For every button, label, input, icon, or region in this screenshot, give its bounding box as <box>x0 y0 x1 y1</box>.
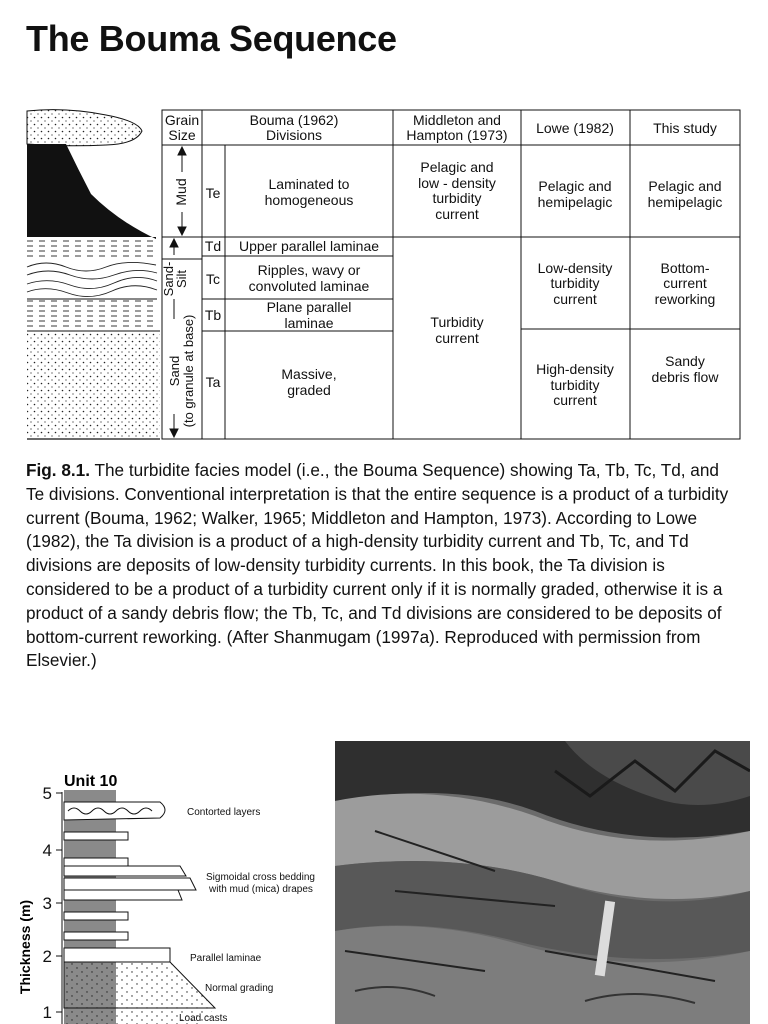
unit-label: Unit 10 <box>64 773 118 790</box>
study-cell: debris flow <box>651 369 719 385</box>
middleton-cell: turbidity <box>432 190 482 206</box>
division-desc: homogeneous <box>264 192 354 208</box>
division-desc: Laminated to <box>268 176 350 192</box>
lowe-cell: turbidity <box>550 377 600 393</box>
unit-column-figure <box>10 762 330 1024</box>
division-desc: laminae <box>284 315 334 331</box>
annotation-sigmoidal: Sigmoidal cross bedding <box>206 872 315 883</box>
study-header: This study <box>653 120 717 136</box>
middleton-cell: Turbidity <box>430 314 484 330</box>
division-code: Tb <box>204 307 222 323</box>
middleton-header: Hampton (1973) <box>406 127 508 143</box>
grain-label-sand: (to granule at base) <box>181 314 196 428</box>
division-desc: convoluted laminae <box>248 278 370 294</box>
middleton-cell: current <box>435 206 479 222</box>
study-cell: current <box>663 275 707 291</box>
division-code: Ta <box>205 374 221 390</box>
division-code: Td <box>204 238 222 254</box>
annotation-load: Load casts <box>179 1013 228 1024</box>
grain-label-sand-silt: Silt <box>174 269 189 289</box>
caption-label: Fig. 8.1. <box>26 460 90 480</box>
annotation-parallel: Parallel laminae <box>190 953 262 964</box>
axis-tick: 2 <box>42 947 52 966</box>
lowe-cell: Low-density <box>537 260 613 276</box>
grain-label-mud: Mud <box>173 178 189 206</box>
bouma-header: Bouma (1962) <box>249 112 339 128</box>
axis-tick: 4 <box>42 841 52 860</box>
lowe-cell: Pelagic and <box>538 178 612 194</box>
division-code: Te <box>205 185 221 201</box>
annotation-sigmoidal: with mud (mica) drapes <box>209 884 313 895</box>
middleton-cell: low - density <box>418 175 496 191</box>
study-cell: Sandy <box>665 353 705 369</box>
division-desc: Upper parallel laminae <box>238 238 380 254</box>
grain-size-header: Size <box>168 127 196 143</box>
division-desc: Plane parallel <box>266 299 352 315</box>
lowe-cell: hemipelagic <box>537 194 613 210</box>
axis-tick: 3 <box>42 894 52 913</box>
bouma-figure <box>26 109 742 441</box>
grain-label-sand-silt: Sand- <box>161 261 176 297</box>
study-cell: hemipelagic <box>647 194 723 210</box>
figure-caption <box>26 459 738 673</box>
division-desc: Massive, <box>281 366 337 382</box>
bouma-header: Divisions <box>265 127 323 143</box>
division-code: Tc <box>206 271 220 287</box>
axis-label: Thickness (m) <box>17 899 33 995</box>
study-cell: reworking <box>654 291 716 307</box>
grain-size-header: Grain <box>164 112 200 128</box>
lowe-cell: High-density <box>536 361 614 377</box>
lithology-column <box>27 110 160 439</box>
division-desc: graded <box>287 382 331 398</box>
middleton-cell: Pelagic and <box>420 159 494 175</box>
division-desc: Ripples, wavy or <box>257 262 361 278</box>
lowe-cell: turbidity <box>550 275 600 291</box>
annotation-contorted: Contorted layers <box>187 807 261 818</box>
axis-tick: 5 <box>42 784 52 803</box>
lowe-header: Lowe (1982) <box>536 120 614 136</box>
page-title: The Bouma Sequence <box>26 18 397 59</box>
lowe-cell: current <box>553 392 597 408</box>
grain-label-sand: Sand <box>167 355 182 387</box>
middleton-cell: current <box>435 330 479 346</box>
outcrop-photo <box>335 741 750 1024</box>
annotation-grading: Normal grading <box>205 983 274 994</box>
axis-tick: 1 <box>42 1003 52 1022</box>
middleton-header: Middleton and <box>413 112 501 128</box>
study-cell: Bottom- <box>660 260 710 276</box>
caption-text: The turbidite facies model (i.e., the Bouma Sequence) showing Ta, Tb, Tc, Td, and Te divisions. Conventional interpretation is that the entire sequence is a product of a turbidity current (Bouma, 1962; Walker, 1965; Middleton and Hampton, 1973). According to Lowe (1982), the Ta division is a product of a high-density turbidity current and Tb, Tc, and Td divisions are deposits of low-density turbidity currents. In this book, the Ta division is considered to be a product of a turbidity current only if it is normally graded, otherwise it is a product of a sandy debris flow; the Tb, Tc, and Td divisions are considered to be deposits of bottom-current reworking. (After Shanmugam (1997a). Reproduced with permission from Elsevier.) <box>26 460 729 671</box>
study-cell: Pelagic and <box>648 178 722 194</box>
lowe-cell: current <box>553 291 597 307</box>
